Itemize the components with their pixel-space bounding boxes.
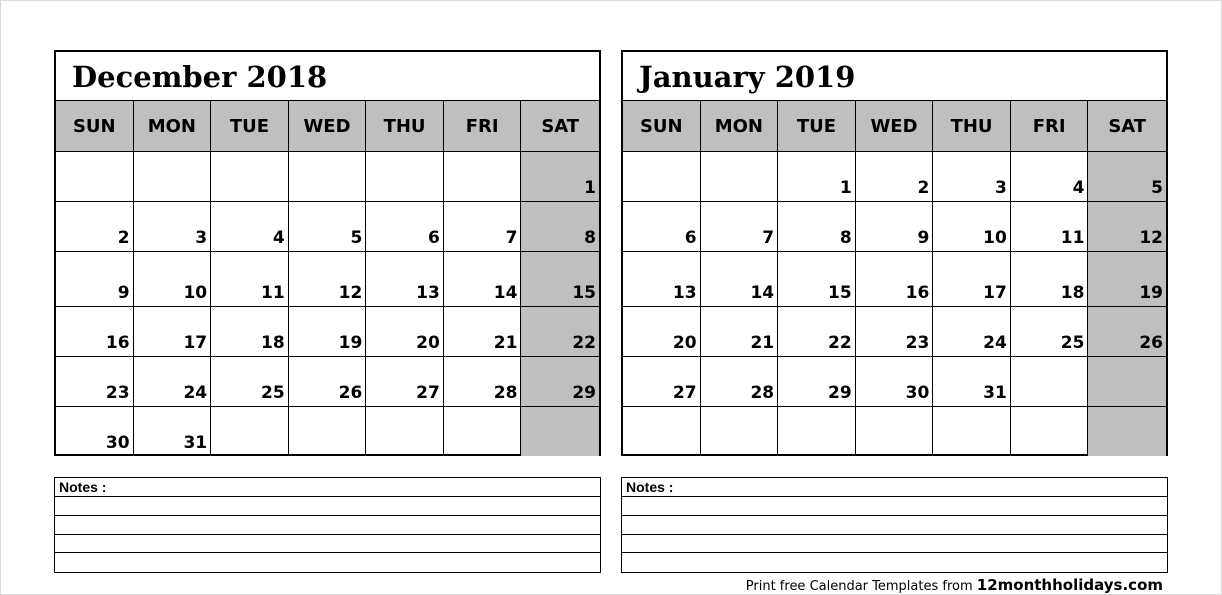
day-cell: 25 bbox=[211, 357, 289, 407]
day-cell: 7 bbox=[444, 202, 522, 252]
weekday-header: THU bbox=[366, 101, 444, 152]
weekday-header: FRI bbox=[444, 101, 522, 152]
day-cell: 31 bbox=[933, 357, 1011, 407]
notes-label: Notes : bbox=[622, 478, 1167, 497]
day-cell: 28 bbox=[701, 357, 779, 407]
day-cell: 4 bbox=[211, 202, 289, 252]
day-cell: 18 bbox=[211, 307, 289, 357]
day-cell: 20 bbox=[366, 307, 444, 357]
day-cell: 11 bbox=[211, 252, 289, 307]
day-cell bbox=[56, 152, 134, 202]
day-cell: 21 bbox=[444, 307, 522, 357]
day-cell: 3 bbox=[134, 202, 212, 252]
day-cell: 29 bbox=[521, 357, 599, 407]
weekday-header: MON bbox=[701, 101, 779, 152]
day-cell: 17 bbox=[933, 252, 1011, 307]
calendar-december-2018 bbox=[54, 50, 601, 456]
day-cell: 5 bbox=[289, 202, 367, 252]
day-cell bbox=[366, 152, 444, 202]
day-cell bbox=[623, 407, 701, 456]
weekday-header: WED bbox=[289, 101, 367, 152]
day-cell: 19 bbox=[1088, 252, 1166, 307]
day-cell: 5 bbox=[1088, 152, 1166, 202]
day-cell bbox=[701, 407, 779, 456]
weekday-header: TUE bbox=[211, 101, 289, 152]
day-cell: 29 bbox=[778, 357, 856, 407]
notes-line bbox=[55, 516, 600, 535]
day-cell: 25 bbox=[1011, 307, 1089, 357]
notes-line bbox=[622, 535, 1167, 554]
day-cell bbox=[1011, 357, 1089, 407]
day-cell: 24 bbox=[933, 307, 1011, 357]
day-cell bbox=[289, 407, 367, 456]
day-cell: 6 bbox=[623, 202, 701, 252]
weekday-header: SUN bbox=[623, 101, 701, 152]
day-cell: 21 bbox=[701, 307, 779, 357]
weekday-header: MON bbox=[134, 101, 212, 152]
notes-box-december bbox=[54, 477, 601, 573]
day-cell: 22 bbox=[778, 307, 856, 357]
notes-line bbox=[622, 516, 1167, 535]
day-cell: 22 bbox=[521, 307, 599, 357]
day-cell bbox=[1088, 357, 1166, 407]
calendar-grid bbox=[623, 101, 1166, 454]
day-cell: 10 bbox=[134, 252, 212, 307]
day-cell: 23 bbox=[56, 357, 134, 407]
day-cell bbox=[1088, 407, 1166, 456]
day-cell: 24 bbox=[134, 357, 212, 407]
day-cell bbox=[444, 407, 522, 456]
day-cell bbox=[211, 152, 289, 202]
day-cell bbox=[444, 152, 522, 202]
day-cell: 3 bbox=[933, 152, 1011, 202]
day-cell bbox=[289, 152, 367, 202]
day-cell: 26 bbox=[289, 357, 367, 407]
month-title: December 2018 bbox=[56, 52, 599, 101]
day-cell bbox=[521, 407, 599, 456]
month-title: January 2019 bbox=[623, 52, 1166, 101]
day-cell bbox=[778, 407, 856, 456]
day-cell: 16 bbox=[856, 252, 934, 307]
day-cell: 27 bbox=[366, 357, 444, 407]
day-cell bbox=[856, 407, 934, 456]
weekday-header: SAT bbox=[1088, 101, 1166, 152]
day-cell: 2 bbox=[56, 202, 134, 252]
day-cell: 16 bbox=[56, 307, 134, 357]
calendar-january-2019 bbox=[621, 50, 1168, 456]
day-cell: 14 bbox=[701, 252, 779, 307]
day-cell: 7 bbox=[701, 202, 779, 252]
day-cell: 10 bbox=[933, 202, 1011, 252]
day-cell: 23 bbox=[856, 307, 934, 357]
day-cell: 30 bbox=[56, 407, 134, 456]
day-cell: 8 bbox=[778, 202, 856, 252]
day-cell: 17 bbox=[134, 307, 212, 357]
day-cell: 13 bbox=[366, 252, 444, 307]
notes-line bbox=[55, 497, 600, 516]
day-cell: 20 bbox=[623, 307, 701, 357]
day-cell bbox=[134, 152, 212, 202]
day-cell: 18 bbox=[1011, 252, 1089, 307]
weekday-header: WED bbox=[856, 101, 934, 152]
notes-label: Notes : bbox=[55, 478, 600, 497]
day-cell: 31 bbox=[134, 407, 212, 456]
notes-line bbox=[622, 553, 1167, 572]
day-cell bbox=[933, 407, 1011, 456]
day-cell: 19 bbox=[289, 307, 367, 357]
day-cell: 2 bbox=[856, 152, 934, 202]
day-cell: 6 bbox=[366, 202, 444, 252]
day-cell: 27 bbox=[623, 357, 701, 407]
day-cell: 4 bbox=[1011, 152, 1089, 202]
day-cell: 28 bbox=[444, 357, 522, 407]
day-cell: 12 bbox=[1088, 202, 1166, 252]
weekday-header: TUE bbox=[778, 101, 856, 152]
weekday-header: THU bbox=[933, 101, 1011, 152]
footer-text: Print free Calendar Templates from bbox=[745, 579, 977, 594]
day-cell: 9 bbox=[56, 252, 134, 307]
day-cell bbox=[701, 152, 779, 202]
calendar-grid bbox=[56, 101, 599, 454]
day-cell: 13 bbox=[623, 252, 701, 307]
day-cell: 11 bbox=[1011, 202, 1089, 252]
day-cell bbox=[623, 152, 701, 202]
day-cell: 1 bbox=[778, 152, 856, 202]
weekday-header: SUN bbox=[56, 101, 134, 152]
day-cell bbox=[211, 407, 289, 456]
day-cell: 14 bbox=[444, 252, 522, 307]
notes-box-january bbox=[621, 477, 1168, 573]
day-cell: 30 bbox=[856, 357, 934, 407]
day-cell: 8 bbox=[521, 202, 599, 252]
footer-credit bbox=[746, 576, 1163, 594]
notes-line bbox=[622, 497, 1167, 516]
notes-line bbox=[55, 535, 600, 554]
notes-line bbox=[55, 553, 600, 572]
weekday-header: FRI bbox=[1011, 101, 1089, 152]
day-cell: 15 bbox=[521, 252, 599, 307]
day-cell bbox=[366, 407, 444, 456]
day-cell: 26 bbox=[1088, 307, 1166, 357]
footer-site-link[interactable]: 12monthholidays.com bbox=[976, 576, 1163, 594]
day-cell: 9 bbox=[856, 202, 934, 252]
day-cell: 15 bbox=[778, 252, 856, 307]
weekday-header: SAT bbox=[521, 101, 599, 152]
day-cell bbox=[1011, 407, 1089, 456]
day-cell: 12 bbox=[289, 252, 367, 307]
day-cell: 1 bbox=[521, 152, 599, 202]
